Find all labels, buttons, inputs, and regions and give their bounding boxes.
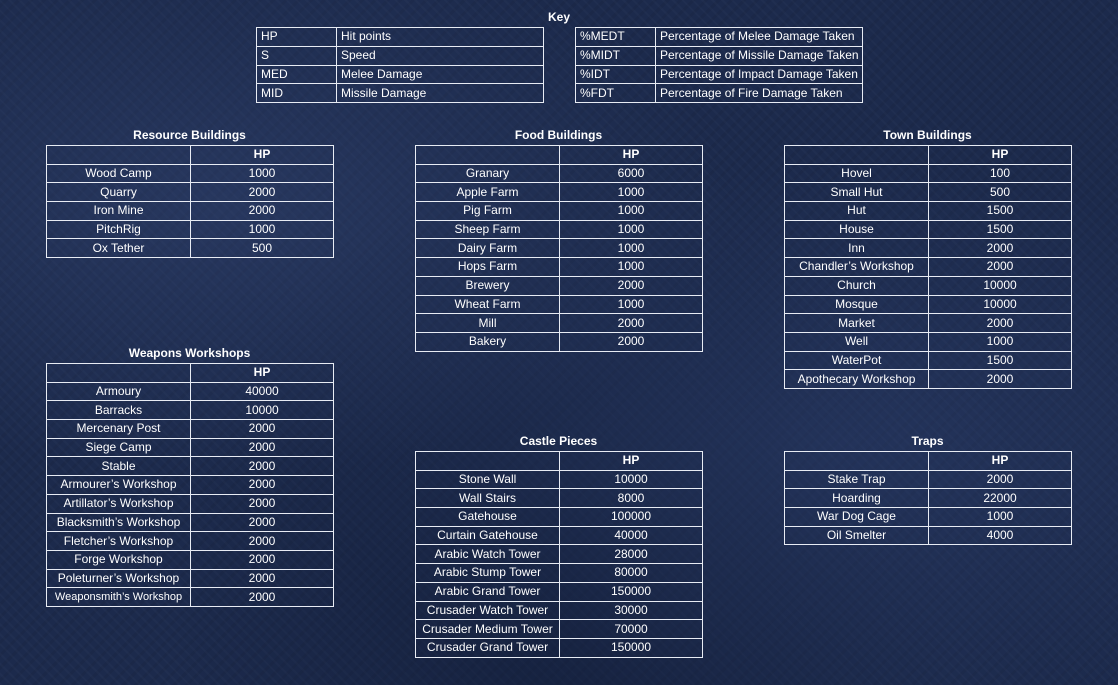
building-name: Quarry — [47, 183, 191, 202]
building-hp: 1500 — [929, 220, 1072, 239]
table-row — [47, 569, 334, 588]
building-hp: 10000 — [560, 470, 703, 489]
key-abbr: MID — [257, 84, 337, 103]
building-hp: 2000 — [191, 550, 334, 569]
building-name: Stake Trap — [785, 470, 929, 489]
table-row — [416, 332, 703, 351]
key-meaning: Percentage of Impact Damage Taken — [656, 65, 863, 84]
building-hp: 2000 — [191, 494, 334, 513]
name-header — [785, 146, 929, 165]
building-hp: 8000 — [560, 489, 703, 508]
table-row — [47, 420, 334, 439]
hp-header: HP — [560, 146, 703, 165]
building-hp: 22000 — [929, 489, 1072, 508]
hp-header: HP — [929, 146, 1072, 165]
building-name: House — [785, 220, 929, 239]
building-name: Wheat Farm — [416, 295, 560, 314]
key-abbr: %MEDT — [576, 28, 656, 47]
table-row — [785, 470, 1072, 489]
building-hp: 2000 — [191, 202, 334, 221]
building-hp: 2000 — [560, 314, 703, 333]
table-row — [785, 526, 1072, 545]
key-meaning: Percentage of Missile Damage Taken — [656, 46, 863, 65]
table-header-row — [47, 146, 334, 165]
building-name: Arabic Watch Tower — [416, 545, 560, 564]
table-row — [416, 295, 703, 314]
key-row — [576, 84, 863, 103]
key-row — [257, 46, 544, 65]
hp-header: HP — [191, 364, 334, 383]
building-name: Dairy Farm — [416, 239, 560, 258]
name-header — [416, 452, 560, 471]
building-hp: 10000 — [929, 276, 1072, 295]
table-row — [416, 258, 703, 277]
key-row — [576, 65, 863, 84]
table-row — [416, 470, 703, 489]
building-hp: 2000 — [191, 420, 334, 439]
building-hp: 2000 — [191, 588, 334, 607]
building-hp: 100000 — [560, 508, 703, 527]
key-meaning: Speed — [337, 46, 544, 65]
building-hp: 10000 — [929, 295, 1072, 314]
name-header — [47, 146, 191, 165]
table-header-row — [785, 146, 1072, 165]
table-row — [785, 332, 1072, 351]
building-hp: 1000 — [560, 258, 703, 277]
building-hp: 1000 — [560, 183, 703, 202]
table-row — [416, 183, 703, 202]
food-buildings-title: Food Buildings — [514, 128, 603, 142]
table-row — [47, 513, 334, 532]
name-header — [416, 146, 560, 165]
building-name: Wood Camp — [47, 164, 191, 183]
table-row — [785, 351, 1072, 370]
key-meaning: Percentage of Melee Damage Taken — [656, 28, 863, 47]
table-row — [785, 183, 1072, 202]
building-name: Mercenary Post — [47, 420, 191, 439]
traps-table — [784, 451, 1072, 545]
resource-buildings-table — [46, 145, 334, 258]
building-hp: 1000 — [191, 220, 334, 239]
hp-header: HP — [191, 146, 334, 165]
table-row — [416, 638, 703, 657]
table-row — [416, 564, 703, 583]
building-name: Granary — [416, 164, 560, 183]
table-row — [47, 476, 334, 495]
town-buildings-table — [784, 145, 1072, 389]
table-row — [785, 164, 1072, 183]
table-row — [785, 220, 1072, 239]
building-name: Iron Mine — [47, 202, 191, 221]
table-row — [416, 545, 703, 564]
building-name: Armourer’s Workshop — [47, 476, 191, 495]
building-hp: 2000 — [929, 239, 1072, 258]
building-name: Arabic Grand Tower — [416, 582, 560, 601]
castle-pieces-table — [415, 451, 703, 658]
table-row — [47, 588, 334, 607]
table-row — [47, 220, 334, 239]
key-abbr: %IDT — [576, 65, 656, 84]
building-name: Sheep Farm — [416, 220, 560, 239]
table-header-row — [416, 452, 703, 471]
building-hp: 80000 — [560, 564, 703, 583]
building-hp: 70000 — [560, 620, 703, 639]
building-hp: 2000 — [560, 276, 703, 295]
building-hp: 2000 — [191, 438, 334, 457]
building-name: Oil Smelter — [785, 526, 929, 545]
building-hp: 28000 — [560, 545, 703, 564]
table-row — [785, 370, 1072, 389]
building-name: WaterPot — [785, 351, 929, 370]
table-row — [47, 457, 334, 476]
building-hp: 2000 — [929, 470, 1072, 489]
table-row — [416, 620, 703, 639]
town-buildings-title: Town Buildings — [883, 128, 972, 142]
key-abbr: %MIDT — [576, 46, 656, 65]
building-name: Blacksmith’s Workshop — [47, 513, 191, 532]
building-name: War Dog Cage — [785, 508, 929, 527]
table-row — [416, 220, 703, 239]
table-row — [785, 202, 1072, 221]
key-table-right — [575, 27, 863, 103]
table-row — [416, 239, 703, 258]
hp-header: HP — [929, 452, 1072, 471]
building-hp: 2000 — [929, 258, 1072, 277]
building-name: Apple Farm — [416, 183, 560, 202]
building-hp: 2000 — [191, 569, 334, 588]
table-row — [416, 508, 703, 527]
key-meaning: Percentage of Fire Damage Taken — [656, 84, 863, 103]
key-meaning: Melee Damage — [337, 65, 544, 84]
building-name: Hoarding — [785, 489, 929, 508]
building-name: Hovel — [785, 164, 929, 183]
building-name: Weaponsmith’s Workshop — [47, 588, 191, 607]
building-name: Inn — [785, 239, 929, 258]
building-hp: 2000 — [191, 476, 334, 495]
building-hp: 1500 — [929, 202, 1072, 221]
table-row — [47, 401, 334, 420]
building-name: Barracks — [47, 401, 191, 420]
building-name: Crusader Grand Tower — [416, 638, 560, 657]
resource-buildings-title: Resource Buildings — [133, 128, 246, 142]
building-hp: 2000 — [560, 332, 703, 351]
building-name: Gatehouse — [416, 508, 560, 527]
building-name: Arabic Stump Tower — [416, 564, 560, 583]
key-row — [257, 28, 544, 47]
key-row — [257, 84, 544, 103]
building-name: Hut — [785, 202, 929, 221]
key-row — [576, 28, 863, 47]
building-hp: 1000 — [929, 508, 1072, 527]
building-hp: 100 — [929, 164, 1072, 183]
building-name: Armoury — [47, 382, 191, 401]
table-row — [416, 164, 703, 183]
building-name: Chandler’s Workshop — [785, 258, 929, 277]
building-name: Poleturner’s Workshop — [47, 569, 191, 588]
key-abbr: HP — [257, 28, 337, 47]
key-row — [576, 46, 863, 65]
table-row — [416, 276, 703, 295]
building-hp: 1500 — [929, 351, 1072, 370]
building-name: Mill — [416, 314, 560, 333]
building-name: Crusader Medium Tower — [416, 620, 560, 639]
building-hp: 1000 — [560, 202, 703, 221]
building-hp: 2000 — [191, 183, 334, 202]
building-hp: 40000 — [191, 382, 334, 401]
table-row — [416, 582, 703, 601]
castle-pieces-title: Castle Pieces — [519, 434, 598, 448]
table-header-row — [47, 364, 334, 383]
table-row — [47, 164, 334, 183]
table-row — [416, 601, 703, 620]
key-meaning: Hit points — [337, 28, 544, 47]
key-abbr: %FDT — [576, 84, 656, 103]
table-row — [785, 258, 1072, 277]
table-row — [47, 438, 334, 457]
building-hp: 10000 — [191, 401, 334, 420]
name-header — [47, 364, 191, 383]
building-hp: 1000 — [191, 164, 334, 183]
table-row — [47, 532, 334, 551]
building-name: Stable — [47, 457, 191, 476]
building-hp: 1000 — [560, 295, 703, 314]
building-name: Market — [785, 314, 929, 333]
building-hp: 2000 — [191, 532, 334, 551]
table-row — [47, 183, 334, 202]
building-name: Hops Farm — [416, 258, 560, 277]
building-hp: 1000 — [929, 332, 1072, 351]
food-buildings-table — [415, 145, 703, 352]
table-header-row — [785, 452, 1072, 471]
building-name: Artillator’s Workshop — [47, 494, 191, 513]
building-name: PitchRig — [47, 220, 191, 239]
key-table-left — [256, 27, 544, 103]
building-hp: 2000 — [929, 314, 1072, 333]
building-name: Crusader Watch Tower — [416, 601, 560, 620]
table-row — [785, 239, 1072, 258]
key-abbr: MED — [257, 65, 337, 84]
building-hp: 2000 — [929, 370, 1072, 389]
building-name: Stone Wall — [416, 470, 560, 489]
table-row — [47, 550, 334, 569]
building-name: Bakery — [416, 332, 560, 351]
key-row — [257, 65, 544, 84]
building-hp: 150000 — [560, 582, 703, 601]
table-row — [416, 526, 703, 545]
building-name: Mosque — [785, 295, 929, 314]
key-abbr: S — [257, 46, 337, 65]
weapons-workshops-title: Weapons Workshops — [128, 346, 251, 360]
key-meaning: Missile Damage — [337, 84, 544, 103]
building-name: Brewery — [416, 276, 560, 295]
building-name: Church — [785, 276, 929, 295]
table-row — [785, 276, 1072, 295]
table-row — [785, 295, 1072, 314]
name-header — [785, 452, 929, 471]
building-hp: 1000 — [560, 220, 703, 239]
building-hp: 40000 — [560, 526, 703, 545]
key-title: Key — [547, 10, 570, 24]
building-name: Siege Camp — [47, 438, 191, 457]
table-header-row — [416, 146, 703, 165]
building-name: Well — [785, 332, 929, 351]
hp-header: HP — [560, 452, 703, 471]
table-row — [47, 202, 334, 221]
building-hp: 30000 — [560, 601, 703, 620]
traps-title: Traps — [911, 434, 944, 448]
building-hp: 2000 — [191, 457, 334, 476]
table-row — [416, 489, 703, 508]
table-row — [47, 239, 334, 258]
building-hp: 1000 — [560, 239, 703, 258]
building-hp: 500 — [929, 183, 1072, 202]
building-hp: 150000 — [560, 638, 703, 657]
building-hp: 500 — [191, 239, 334, 258]
building-name: Ox Tether — [47, 239, 191, 258]
building-name: Small Hut — [785, 183, 929, 202]
building-name: Pig Farm — [416, 202, 560, 221]
table-row — [785, 489, 1072, 508]
table-row — [47, 494, 334, 513]
table-row — [416, 314, 703, 333]
table-row — [785, 314, 1072, 333]
building-name: Apothecary Workshop — [785, 370, 929, 389]
table-row — [47, 382, 334, 401]
building-hp: 2000 — [191, 513, 334, 532]
table-row — [785, 508, 1072, 527]
building-name: Fletcher’s Workshop — [47, 532, 191, 551]
building-name: Curtain Gatehouse — [416, 526, 560, 545]
building-name: Forge Workshop — [47, 550, 191, 569]
table-row — [416, 202, 703, 221]
weapons-workshops-table — [46, 363, 334, 607]
building-hp: 4000 — [929, 526, 1072, 545]
building-name: Wall Stairs — [416, 489, 560, 508]
building-hp: 6000 — [560, 164, 703, 183]
